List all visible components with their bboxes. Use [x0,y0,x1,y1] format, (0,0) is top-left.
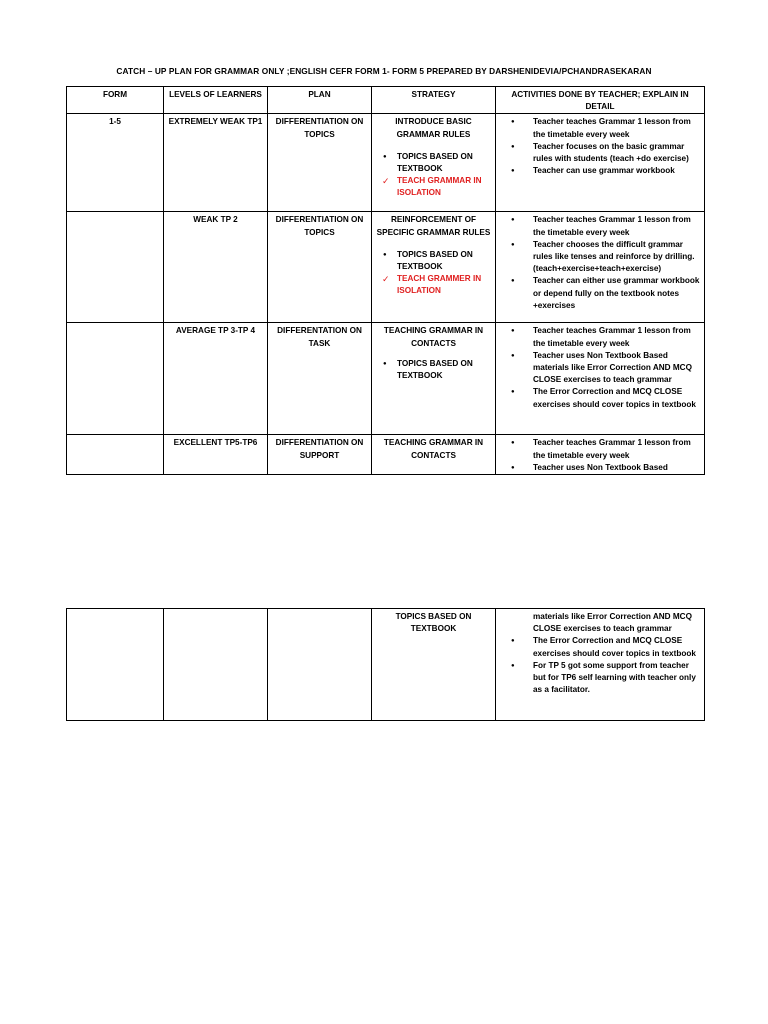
list-item: ● Teacher can use grammar workbook [533,165,701,177]
header-strategy: STRATEGY [372,87,496,114]
bullet-icon: ● [383,153,387,160]
checkmark-icon: ✓ [382,176,390,187]
strategy-sublist [375,151,492,200]
list-item [383,151,492,175]
level-cell: EXCELLENT TP5-TP6 [164,435,268,475]
level-cell: EXTREMELY WEAK TP1 [164,114,268,212]
table-row [67,212,705,323]
form-cell [67,435,164,475]
level-cell: WEAK TP 2 [164,212,268,323]
header-row [67,87,705,114]
list-item: ● The Error Correction and MCQ CLOSE exercises should cover topics in textbook [533,635,701,659]
activities-list [499,214,701,312]
document-title: CATCH – UP PLAN FOR GRAMMAR ONLY ;ENGLISH CEFR FORM 1- FORM 5 PREPARED BY DARSHENIDEVIA/PCHANDRASEKARAN [116,66,652,76]
list-item [383,249,492,273]
bullet-icon: ● [383,360,387,367]
table-row [67,609,705,721]
activities-cell [496,114,705,212]
plan-cell: DIFFERENTATION ON TASK [268,323,372,435]
list-item: ● Teacher uses Non Textbook Based materials like Error Correction AND MCQ CLOSE exercises to teach grammar [533,350,701,387]
header-levels: LEVELS OF LEARNERS [164,87,268,114]
sub-bullet-text: TOPICS BASED ON TEXTBOOK [397,151,473,174]
plan-cell: DIFFERENTIATION ON TOPICS [268,114,372,212]
activities-list [499,116,701,177]
strategy-cell [372,323,496,435]
form-cell [67,609,164,721]
continued-activity-text: materials like Error Correction AND MCQ CLOSE exercises to teach grammar [533,612,692,634]
strategy-sublist [375,249,492,298]
list-item: ● Teacher teaches Grammar 1 lesson from the timetable every week [533,116,701,140]
plan-cell: DIFFERENTIATION ON SUPPORT [268,435,372,475]
activities-list [499,635,701,696]
plan-cell [268,609,372,721]
strategy-cell: TOPICS BASED ON TEXTBOOK [372,609,496,721]
list-item [383,358,492,382]
activities-cell [496,323,705,435]
list-item: ● For TP 5 got some support from teacher but for TP6 self learning with teacher only as a facilitator. [533,660,701,697]
activities-cell [496,609,705,721]
list-item: ● Teacher uses Non Textbook Based [533,462,701,474]
table-row [67,114,705,212]
level-cell: AVERAGE TP 3-TP 4 [164,323,268,435]
sub-bullet-text: TOPICS BASED ON TEXTBOOK [397,358,473,381]
activities-list [499,437,701,474]
form-cell: 1-5 [67,114,164,212]
header-plan: PLAN [268,87,372,114]
sub-check-text: TEACH GRAMMAR IN ISOLATION [397,176,482,198]
list-item: ● The Error Correction and MCQ CLOSE exercises should cover topics in textbook [533,386,701,410]
level-cell [164,609,268,721]
list-item: ● Teacher can either use grammar workbook or depend fully on the textbook notes +exercises [533,275,701,312]
strategy-cell: TEACHING GRAMMAR IN CONTACTS [372,435,496,475]
plan-cell: DIFFERENTIATION ON TOPICS [268,212,372,323]
bullet-icon: ● [383,251,387,258]
strategy-cell [372,114,496,212]
list-item: ● Teacher teaches Grammar 1 lesson from the timetable every week [533,214,701,238]
activities-list [499,325,701,410]
list-item [382,273,492,297]
checkmark-icon: ✓ [382,274,390,285]
catch-up-plan-table [66,86,705,475]
strategy-sublist [375,358,492,382]
list-item [382,175,492,199]
form-cell [67,323,164,435]
strategy-text: TEACHING GRAMMAR IN CONTACTS [383,326,484,348]
header-activities: ACTIVITIES DONE BY TEACHER; EXPLAIN IN DETAIL [496,87,705,114]
table-row [67,323,705,435]
list-item: ● Teacher chooses the difficult grammar rules like tenses and reinforce by drilling.(teach+exercise+teach+exercise) [533,239,701,276]
sub-bullet-text: TOPICS BASED ON TEXTBOOK [397,249,473,272]
activities-cell [496,212,705,323]
strategy-text: REINFORCEMENT OF SPECIFIC GRAMMAR RULES [376,215,491,237]
list-item: ● Teacher teaches Grammar 1 lesson from the timetable every week [533,325,701,349]
sub-check-text: TEACH GRAMMER IN ISOLATION [397,274,482,296]
table-row [67,435,705,475]
header-form: FORM [67,87,164,114]
strategy-cell [372,212,496,323]
continuation-table [66,608,705,721]
activities-cell [496,435,705,475]
list-item: ● Teacher focuses on the basic grammar rules with students (teach +do exercise) [533,141,701,165]
list-item: ● Teacher teaches Grammar 1 lesson from the timetable every week [533,437,701,461]
form-cell [67,212,164,323]
strategy-text: INTRODUCE BASIC GRAMMAR RULES [395,117,472,139]
